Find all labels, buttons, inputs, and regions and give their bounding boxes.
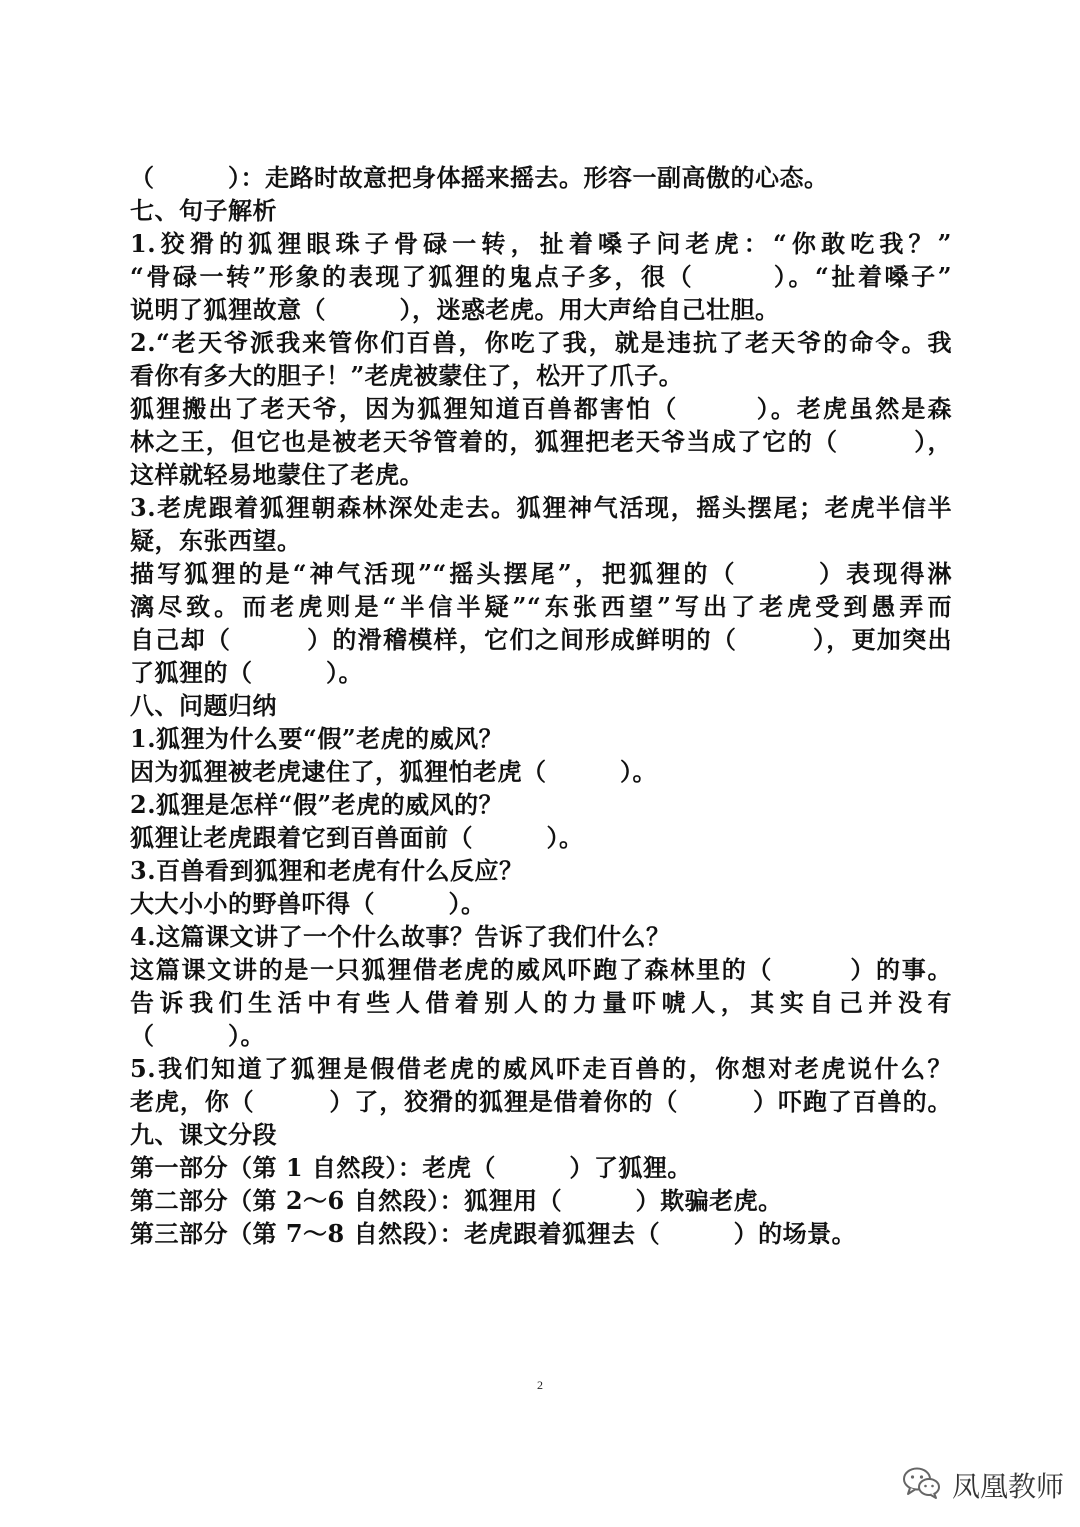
text-line: 自己却（ ）的滑稽模样，它们之间形成鲜明的（ ），更加突出 [130, 625, 952, 654]
question-line: 4.这篇课文讲了一个什么故事？告诉了我们什么？ [130, 922, 671, 951]
question-line: 3.百兽看到狐狸和老虎有什么反应？ [130, 856, 524, 885]
section-heading: 九、课文分段 [130, 1120, 277, 1149]
text-line: 了狐狸的（ ）。 [130, 658, 363, 687]
page-number: 2 [537, 1378, 543, 1392]
wechat-icon [902, 1466, 942, 1504]
text-line: 漓尽致。而老虎则是“半信半疑”“东张西望”写出了老虎受到愚弄而 [130, 592, 952, 621]
watermark [902, 1465, 1064, 1505]
question-line: 5.我们知道了狐狸是假借老虎的威风吓走百兽的，你想对老虎说什么？ [130, 1054, 952, 1083]
question-line: 2.狐狸是怎样“假”老虎的威风的？ [130, 790, 504, 819]
text-line: 第一部分（第 1 自然段）：老虎（ ）了狐狸。 [130, 1153, 692, 1182]
answer-line: 狐狸让老虎跟着它到百兽面前（ ）。 [130, 823, 584, 852]
text-line: 说明了狐狸故意（ ），迷惑老虎。用大声给自己壮胆。 [130, 295, 780, 324]
text-line: 描写狐狸的是“神气活现”“摇头摆尾”，把狐狸的（ ）表现得淋 [130, 559, 952, 588]
text-line: 第二部分（第 2～6 自然段）：狐狸用（ ）欺骗老虎。 [130, 1186, 783, 1215]
text-line: 狐狸搬出了老天爷，因为狐狸知道百兽都害怕（ ）。老虎虽然是森 [130, 394, 952, 423]
answer-line: 告诉我们生活中有些人借着别人的力量吓唬人，其实自己并没有 [130, 988, 952, 1017]
text-line: “骨碌一转”形象的表现了狐狸的鬼点子多，很（ ）。“扯着嗓子” [130, 262, 952, 291]
answer-line: 这篇课文讲的是一只狐狸借老虎的威风吓跑了森林里的（ ）的事。 [130, 955, 952, 984]
watermark-text: 凤凰教师 [952, 1470, 1065, 1503]
answer-line: 老虎，你（ ）了，狡猾的狐狸是借着你的（ ）吓跑了百兽的。 [130, 1087, 952, 1116]
text-line: （ ）：走路时故意把身体摇来摇去。形容一副高傲的心态。 [130, 163, 829, 192]
answer-line: 因为狐狸被老虎逮住了，狐狸怕老虎（ ）。 [130, 757, 657, 786]
text-line: 这样就轻易地蒙住了老虎。 [130, 460, 424, 489]
text-line: 第三部分（第 7～8 自然段）：老虎跟着狐狸去（ ）的场景。 [130, 1219, 857, 1248]
text-line: 3.老虎跟着狐狸朝森林深处走去。狐狸神气活现，摇头摆尾；老虎半信半 [130, 493, 952, 522]
answer-line: （ ）。 [130, 1021, 265, 1050]
question-line: 1.狐狸为什么要“假”老虎的威风？ [130, 724, 504, 753]
text-line: 1.狡猾的狐狸眼珠子骨碌一转，扯着嗓子问老虎：“你敢吃我？” [130, 229, 952, 258]
answer-line: 大大小小的野兽吓得（ ）。 [130, 889, 486, 918]
section-heading: 八、问题归纳 [130, 691, 277, 720]
text-line: 疑，东张西望。 [130, 526, 302, 555]
text-line: 2.“老天爷派我来管你们百兽，你吃了我，就是违抗了老天爷的命令。我 [130, 328, 952, 357]
section-heading: 七、句子解析 [130, 196, 277, 225]
text-line: 看你有多大的胆子！”老虎被蒙住了，松开了爪子。 [130, 361, 684, 390]
text-line: 林之王，但它也是被老天爷管着的，狐狸把老天爷当成了它的（ ）， [130, 427, 952, 456]
